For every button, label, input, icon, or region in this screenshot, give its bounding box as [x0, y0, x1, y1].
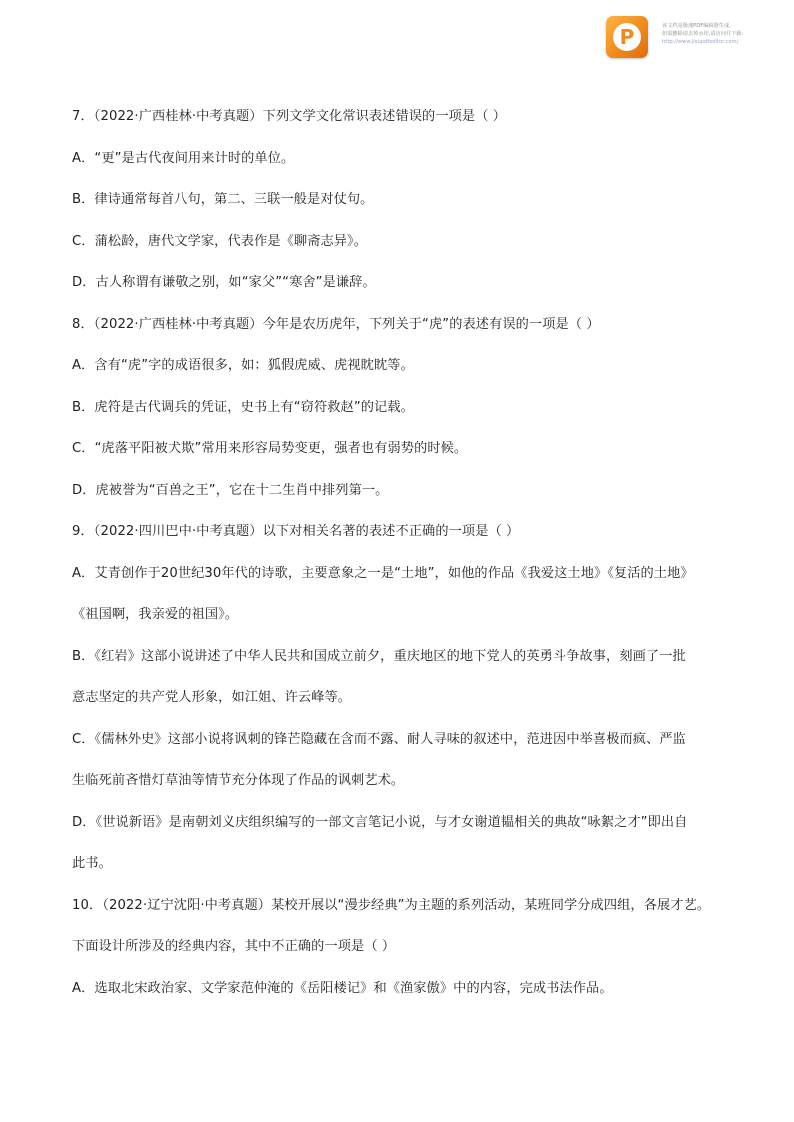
question-9-option-d: D．《世说新语》是南朝刘义庆组织编写的一部文言笔记小说，与才女谢道韫相关的典故“咏絮之才”即出自	[72, 814, 688, 830]
question-9-option-b: B．《红岩》这部小说讲述了中华人民共和国成立前夕，重庆地区的地下党人的英勇斗争故事，刻画了一批	[72, 648, 686, 664]
watermark-url: http://www.jisupdfeditor.com/	[662, 39, 739, 45]
question-10-option-a: A．选取北宋政治家、文学家范仲淹的《岳阳楼记》和《渔家傲》中的内容，完成书法作品。	[72, 980, 613, 996]
question-10-stem: 10．（2022·辽宁沈阳·中考真题）某校开展以“漫步经典”为主题的系列活动，某班同学分成四组，各展才艺。	[72, 897, 711, 913]
watermark-line-2: 如需删除请去掉水印,请访问并下载:	[662, 31, 744, 37]
question-8-option-d: D．虎被誉为“百兽之王”，它在十二生肖中排列第一。	[72, 482, 389, 498]
question-9-option-b-cont: 意志坚定的共产党人形象，如江姐、许云峰等。	[72, 690, 352, 705]
logo-letter: P	[613, 23, 641, 51]
question-7-option-b: B．律诗通常每首八句，第二、三联一般是对仗句。	[72, 192, 374, 207]
question-8-option-c: C．“虎落平阳被犬欺”常用来形容局势变更，强者也有弱势的时候。	[72, 441, 468, 456]
question-8-option-b: B．虎符是古代调兵的凭证，史书上有“窃符救赵”的记载。	[72, 399, 414, 415]
watermark	[606, 16, 743, 58]
question-10-stem-cont: 下面设计所涉及的经典内容，其中不正确的一项是（ ）	[72, 939, 396, 954]
question-7-option-a: A．“更”是古代夜间用来计时的单位。	[72, 150, 295, 166]
question-9-option-a-cont: 《祖国啊，我亲爱的祖国》。	[72, 607, 239, 622]
watermark-line-1: 该文档是极速PDF编辑器生成,	[662, 23, 731, 29]
question-9-option-c: C．《儒林外史》这部小说将讽刺的锋芒隐藏在含而不露、耐人寻味的叙述中，范进因中举喜极而疯、严监	[72, 731, 686, 747]
question-7-option-c: C．蒲松龄，唐代文学家，代表作是《聊斋志异》。	[72, 233, 368, 249]
question-7-stem: 7．（2022·广西桂林·中考真题）下列文学文化常识表述错误的一项是（ ）	[72, 109, 507, 124]
watermark-text	[662, 22, 743, 46]
question-9-option-a: A．艾青创作于20世纪30年代的诗歌，主要意象之一是“土地”，如他的作品《我爱这土地》《复活的土地》	[72, 565, 694, 581]
question-8-stem: 8．（2022·广西桂林·中考真题）今年是农历虎年，下列关于“虎”的表述有误的一项是（ ）	[72, 316, 600, 332]
question-9-option-c-cont: 生临死前吝惜灯草油等情节充分体现了作品的讽刺艺术。	[72, 773, 405, 788]
question-7-option-d: D．古人称谓有谦敬之别，如“家父”“寒舍”是谦辞。	[72, 275, 376, 290]
pdf-editor-logo-icon	[606, 16, 648, 58]
question-9-option-d-cont: 此书。	[72, 856, 112, 871]
question-8-option-a: A．含有“虎”字的成语很多，如：狐假虎威、虎视眈眈等。	[72, 358, 414, 373]
document-body	[72, 107, 742, 1020]
question-9-stem: 9．（2022·四川巴中·中考真题）以下对相关名著的表述不正确的一项是（ ）	[72, 524, 520, 539]
